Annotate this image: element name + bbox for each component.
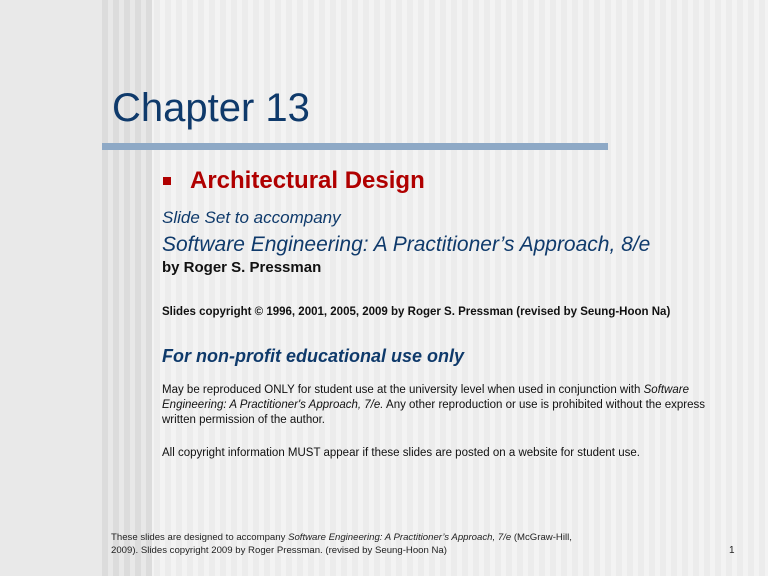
title-underline-rule [102,143,608,150]
book-title: Software Engineering: A Practitioner’s Approach, 8/e [162,233,651,256]
reproduction-text-2: Any other reproduction or use is prohibited without the express written permission of the author. [162,399,706,426]
slide-title: Chapter 13 [112,86,310,130]
reproduction-paragraph [162,383,722,428]
reproduction-book-title: Software Engineering: A Practitioner's Approach, 7/e. [162,384,689,411]
slide-footer [111,531,581,557]
reproduction-text-1: May be reproduced ONLY for student use at the university level when used in conjunction with [162,384,644,396]
author-line: by Roger S. Pressman [162,259,322,276]
slide-set-label: Slide Set to accompany [162,208,341,227]
page-number: 1 [729,545,735,556]
website-notice-paragraph: All copyright information MUST appear if these slides are posted on a website for student use. [162,447,640,459]
footer-book-title: Software Engineering: A Practitioner’s Approach, 7/e [288,532,512,543]
footer-text-2: (McGraw-Hill, 2009). Slides copyright 2009 by Roger Pressman. (revised by Seung-Hoon Na) [111,532,572,556]
subtitle-bullet-row [163,165,425,197]
square-bullet-icon [163,177,171,185]
copyright-line: Slides copyright © 1996, 2001, 2005, 2009 by Roger S. Pressman (revised by Seung-Hoon Na) [162,306,671,318]
slide-subtitle: Architectural Design [190,167,425,194]
footer-text-1: These slides are designed to accompany [111,532,289,543]
left-background-panel [0,0,102,576]
nonprofit-notice: For non-profit educational use only [162,346,465,366]
